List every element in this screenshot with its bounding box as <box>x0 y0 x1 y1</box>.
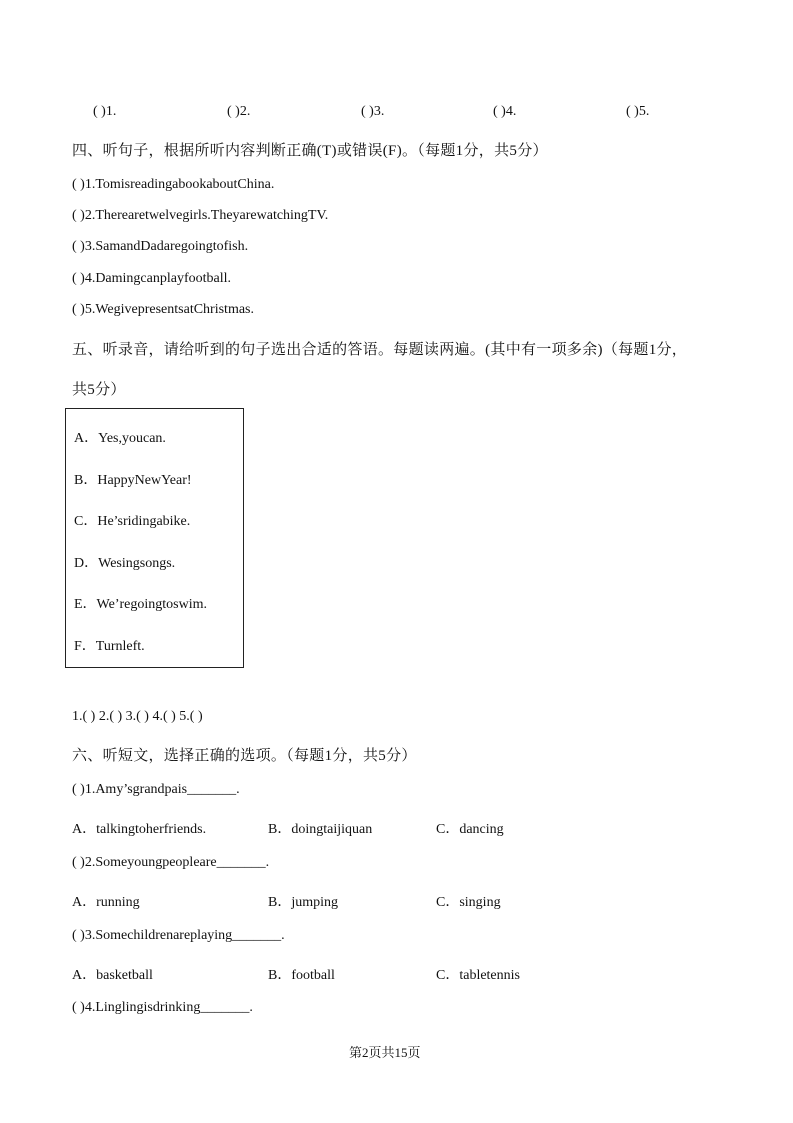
section4-item-4: ( )4.Damingcanplayfootball. <box>72 271 232 286</box>
q3-choice-b: B．football <box>268 968 335 983</box>
section4-item-3: ( )3.SamandDadaregoingtofish. <box>72 239 249 254</box>
q1-choice-a: A．talkingtoherfriends. <box>72 822 207 837</box>
page-footer: 第2页共15页 <box>349 1045 421 1060</box>
answer-slot-4: ( )4. <box>493 104 517 119</box>
q3-choice-a: A．basketball <box>72 968 153 983</box>
answer-slot-3: ( )3. <box>361 104 385 119</box>
q1-choice-b: B．doingtaijiquan <box>268 822 373 837</box>
option-b: B．HappyNewYear! <box>74 473 192 488</box>
section4-item-5: ( )5.WegivepresentsatChristmas. <box>72 302 254 317</box>
answer-slot-2: ( )2. <box>227 104 251 119</box>
section6-question-1: ( )1.Amy’sgrandpais_______. <box>72 782 240 797</box>
q2-choice-a: A．running <box>72 895 140 910</box>
q2-choice-b: B．jumping <box>268 895 339 910</box>
section4-item-2: ( )2.Therearetwelvegirls.TheyarewatchingTV. <box>72 208 329 223</box>
option-d: D．Wesingsongs. <box>74 556 176 571</box>
section6-question-4: ( )4.Linglingisdrinking_______. <box>72 1000 253 1015</box>
option-f: F．Turnleft. <box>74 639 145 654</box>
q1-choice-c: C．dancing <box>436 822 504 837</box>
section6-question-3: ( )3.Somechildrenareplaying_______. <box>72 928 285 943</box>
section5-heading-line1: 五、听录音，请给听到的句子选出合适的答语。每题读两遍。(其中有一项多余)（每题1分， <box>72 342 688 358</box>
answer-slot-1: ( )1. <box>93 104 117 119</box>
option-c: C．He’sridingabike. <box>74 514 191 529</box>
option-a: A．Yes,youcan. <box>74 431 166 446</box>
section4-item-1: ( )1.TomisreadingabookaboutChina. <box>72 177 275 192</box>
section6-question-2: ( )2.Someyoungpeopleare_______. <box>72 855 270 870</box>
section5-heading-line2: 共5分） <box>72 382 126 398</box>
option-e: E．We’regoingtoswim. <box>74 597 208 612</box>
section6-heading: 六、听短文，选择正确的选项。（每题1分，共5分） <box>72 748 417 764</box>
q2-choice-c: C．singing <box>436 895 501 910</box>
section5-answer-line: 1.( ) 2.( ) 3.( ) 4.( ) 5.( ) <box>72 709 203 724</box>
answer-slot-5: ( )5. <box>626 104 650 119</box>
section4-heading: 四、听句子，根据所听内容判断正确(T)或错误(F)。（每题1分，共5分） <box>72 143 548 159</box>
q3-choice-c: C．tabletennis <box>436 968 520 983</box>
options-box <box>65 408 244 668</box>
